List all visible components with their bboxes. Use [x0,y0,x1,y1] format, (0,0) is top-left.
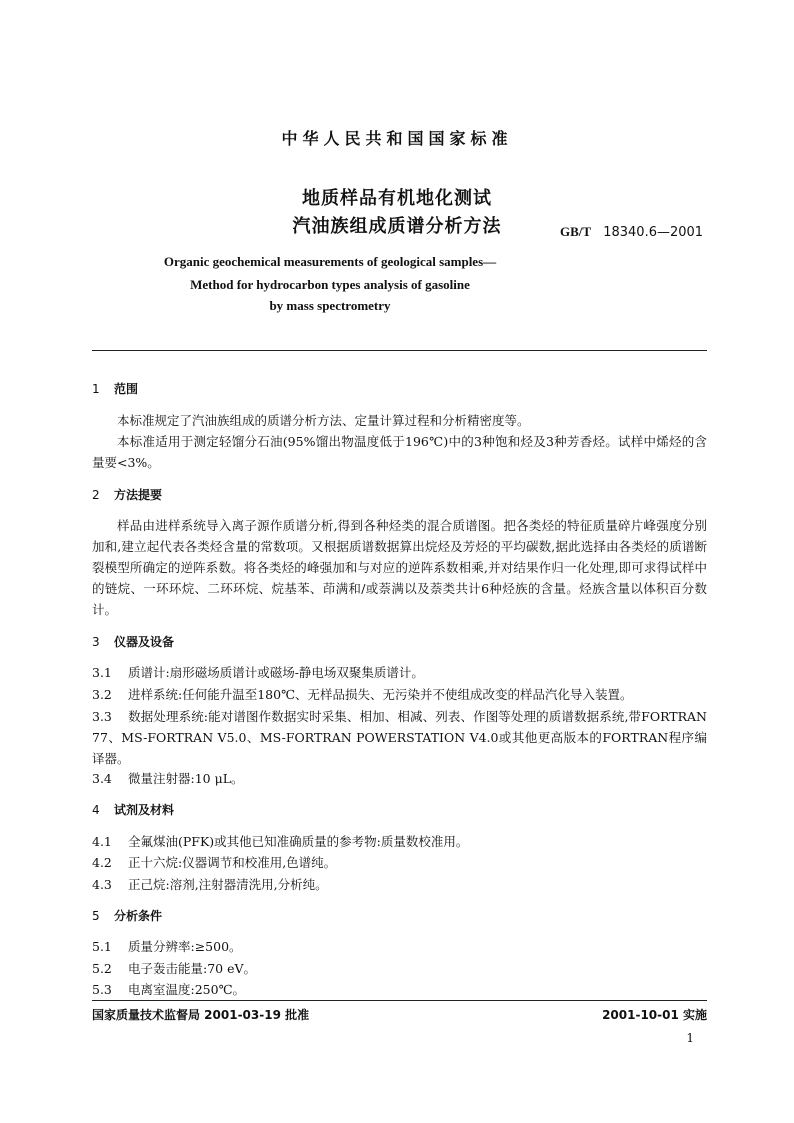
approval-statement: 国家质量技术监督局 2001-03-19 批准 [92,1008,310,1022]
section-3-heading [92,633,174,650]
item-text: 全氟煤油(PFK)或其他已知准确质量的参考物:质量数校准用。 [128,834,469,849]
item-text: 电子轰击能量:70 eV。 [128,961,257,976]
section-number: 4 [92,803,100,817]
title-english-line-1: Organic geochemical measurements of geological samples— [163,254,497,269]
page-number: 1 [686,1031,694,1045]
effective-date: 2001-10-01 实施 [602,1008,707,1022]
standard-code: 18340.6—2001 [603,225,704,240]
footer-divider [92,1000,707,1001]
item-number: 3.4 [92,771,112,786]
section-number: 5 [92,909,100,923]
list-item [92,684,707,705]
item-number: 5.1 [92,939,112,954]
list-item [92,852,707,873]
item-number: 3.2 [92,687,112,702]
section-title: 仪器及设备 [114,635,175,649]
section-title: 范围 [114,382,139,396]
item-number: 4.1 [92,834,112,849]
item-number: 4.3 [92,877,112,892]
item-number: 5.2 [92,961,112,976]
item-text: 电离室温度:250℃。 [128,982,246,997]
item-number: 5.3 [92,982,112,997]
list-item [92,662,707,683]
item-text: 质量分辨率:≥500。 [128,939,242,954]
item-text: 进样系统:任何能升温至180℃、无样品损失、无污染并不使组成改变的样品汽化导入装置。 [128,687,633,702]
section-number: 3 [92,635,100,649]
section-1-heading [92,380,138,397]
item-number: 3.1 [92,665,112,680]
title-chinese-line-1: 地质样品有机地化测试 [302,188,492,209]
item-number: 3.3 [92,709,112,724]
section-1-paragraph-2: 本标准适用于测定轻馏分石油(95%馏出物温度低于196℃)中的3种饱和烃及3种芳香烃。试样中烯烃的含量要<3%。 [92,434,707,470]
item-text: 质谱计:扇形磁场质谱计或磁场-静电场双聚集质谱计。 [128,665,424,680]
section-4-heading [92,801,174,818]
section-2-paragraph-1: 样品由进样系统导入离子源作质谱分析,得到各种烃类的混合质谱图。把各类烃的特征质量碎片峰强度分别加和,建立起代表各类烃含量的常数项。又根据质谱数据算出烷烃及芳烃的平均碳数,据此选择由各类烃的质谱断裂模型所确定的逆阵系数。将各类烃的峰强加和与对应的逆阵系数相乘,并对结果作归一化处理,即可求得试样中的链烷、一环环烷、二环环烷、烷基苯、茚满和/或萘满以及萘类共计6种烃族的含量。烃族含量以体积百分数计。 [92,518,707,617]
title-english-line-3: by mass spectrometry [269,298,391,313]
national-standard-heading: 中华人民共和国国家标准 [281,129,513,148]
list-item [92,831,707,852]
title-english-line-2: Method for hydrocarbon types analysis of gasoline [190,277,470,292]
section-number: 2 [92,488,100,502]
section-2-heading [92,486,162,503]
section-title: 分析条件 [114,909,163,923]
section-title: 方法提要 [114,488,163,502]
list-item [92,874,707,895]
section-title: 试剂及材料 [114,803,175,817]
section-1-paragraph-1: 本标准规定了汽油族组成的质谱分析方法、定量计算过程和分析精密度等。 [117,413,530,428]
item-text: 数据处理系统:能对谱图作数据实时采集、相加、相减、列表、作图等处理的质谱数据系统,带FORTRAN 77、MS-FORTRAN V5.0、MS-FORTRAN POWERSTATION V4.0或其他更高版本的FORTRAN程序编译器。 [92,709,707,766]
section-number: 1 [92,382,100,396]
item-text: 微量注射器:10 μL。 [128,771,244,786]
header-divider [92,350,707,351]
list-item [92,768,707,789]
item-text: 正十六烷:仪器调节和校准用,色谱纯。 [128,855,337,870]
standard-number [560,224,703,240]
title-chinese-line-2: 汽油族组成质谱分析方法 [292,216,502,237]
item-number: 4.2 [92,855,112,870]
list-item [92,706,707,769]
section-5-heading [92,907,162,924]
standard-prefix: GB/T [560,224,592,239]
list-item [92,979,707,1000]
list-item [92,936,707,957]
list-item [92,958,707,979]
item-text: 正己烷:溶剂,注射器清洗用,分析纯。 [128,877,328,892]
